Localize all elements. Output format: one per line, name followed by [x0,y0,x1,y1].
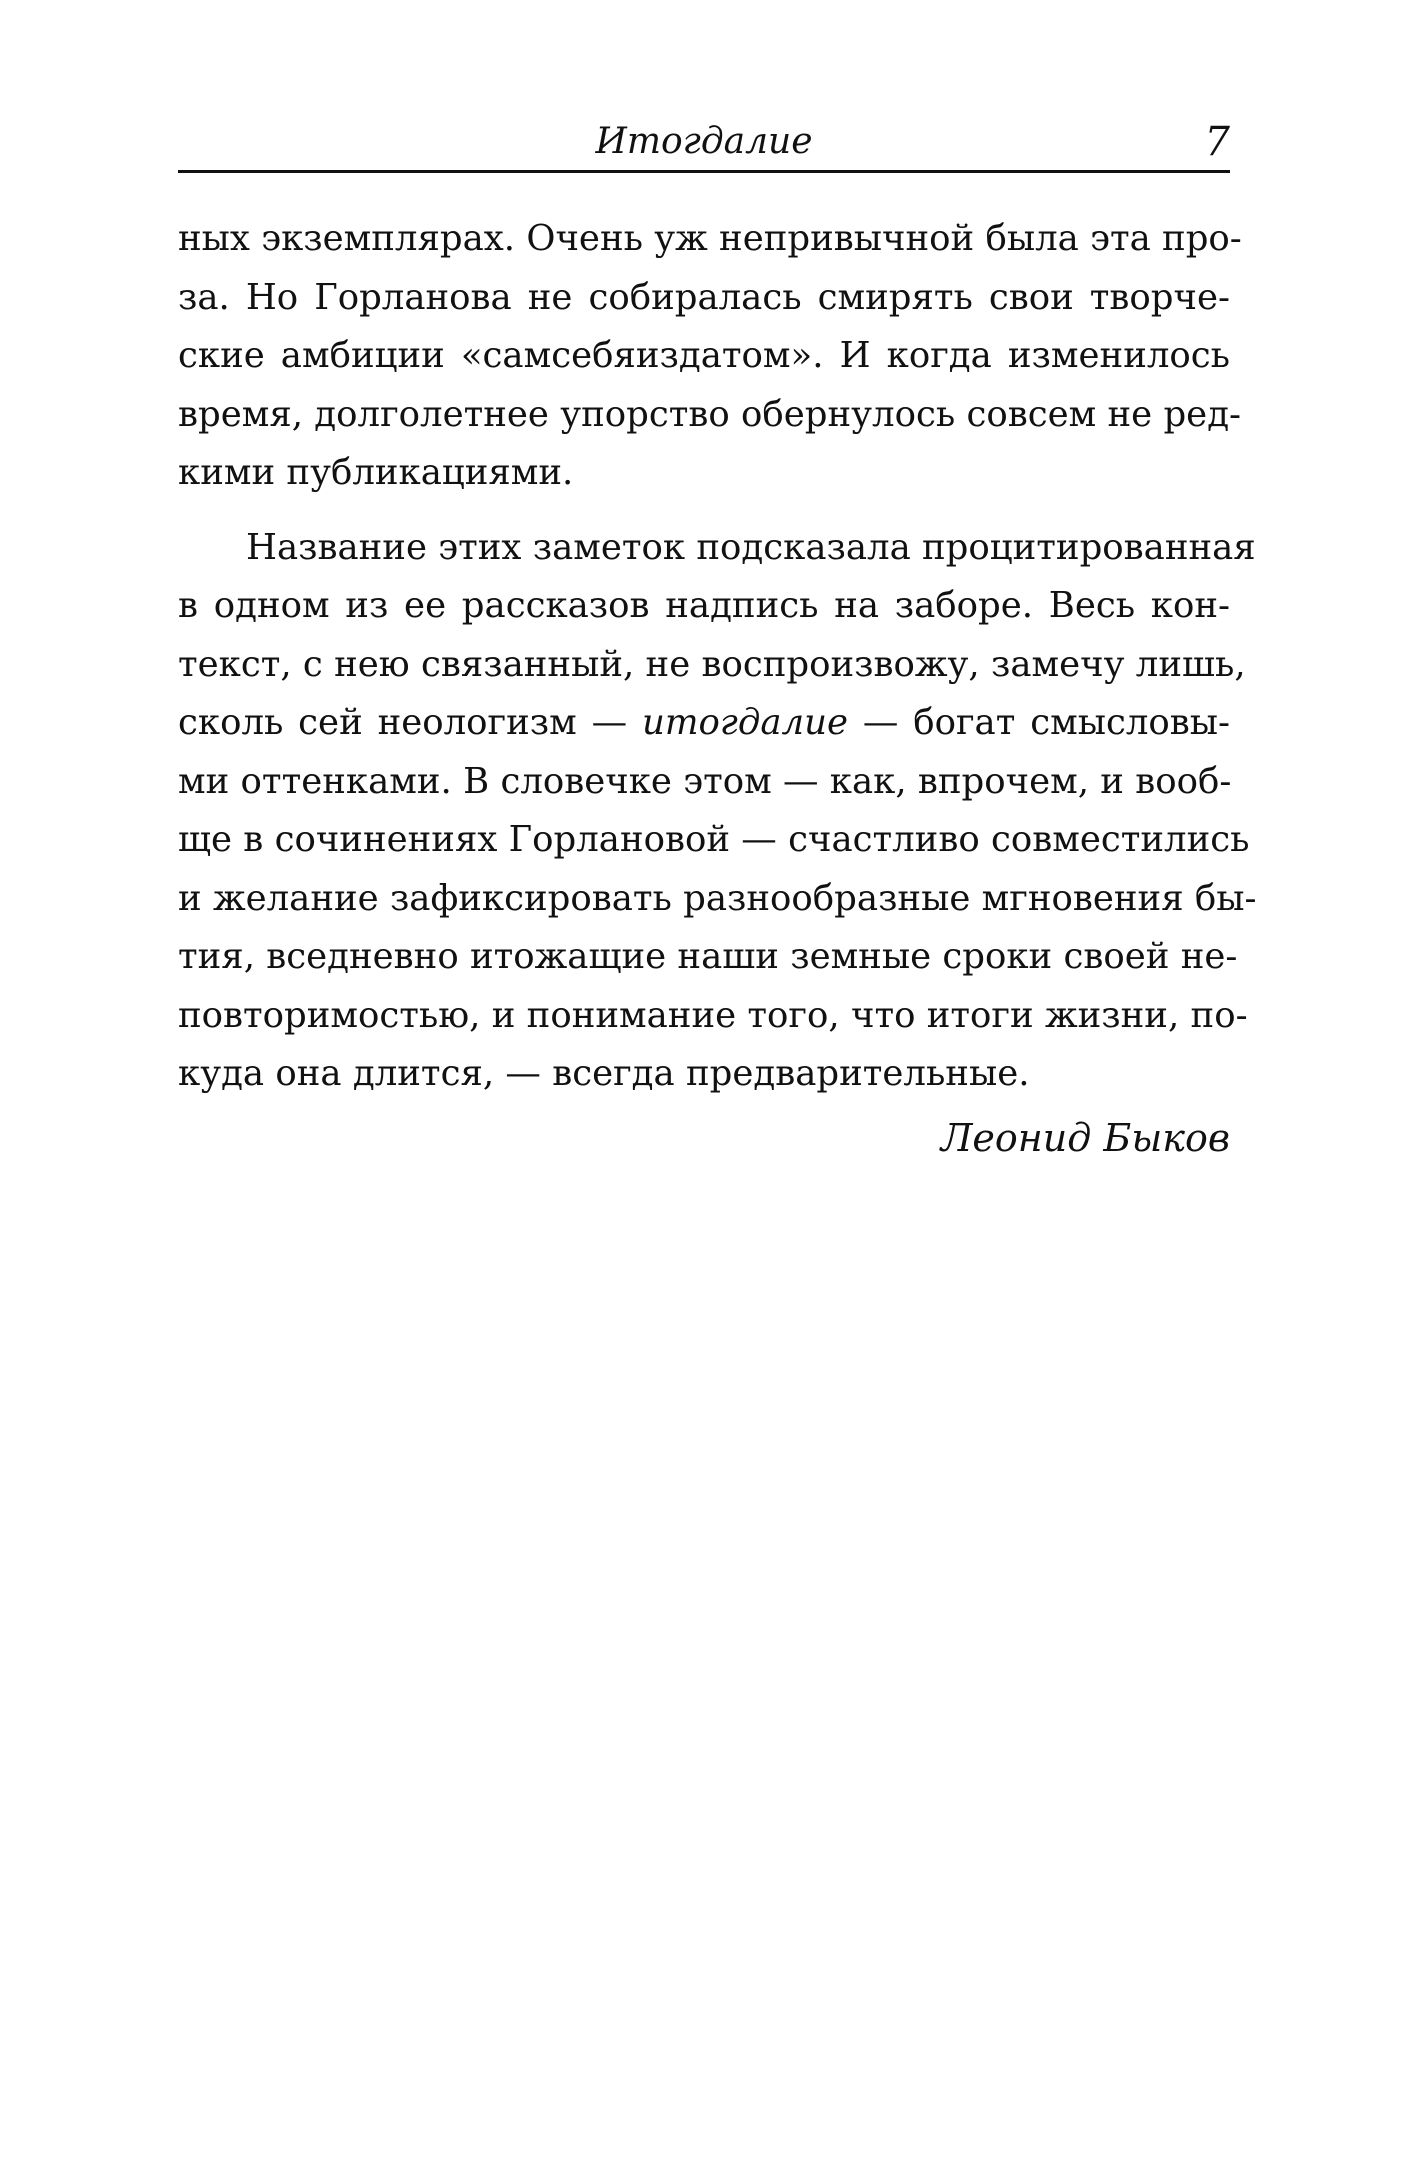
text-line: время, долголетнее упорство обернулось совсем не ред- [178,393,1242,435]
text-segment: сколь сей неологизм — [178,702,642,743]
text-line: ных экземплярах. Очень уж непривычной была эта про- [178,218,1242,259]
text-line: в одном из ее рассказов надпись на заборе. Весь кон- [178,585,1230,626]
author-signature: Леонид Быков [940,1115,1230,1160]
text-line: текст, с нею связанный, не воспроизвожу, замечу лишь, [178,643,1246,685]
text-line: Название этих заметок подсказала процитированная [246,526,1256,568]
text-line: и желание зафиксировать разнообразные мгновения бы- [178,877,1257,919]
paragraph-2 [178,519,1257,1104]
running-title: Итогдалие [595,121,813,162]
italic-term: итогдалие [642,702,848,743]
body-text [178,210,1257,1166]
text-segment: — богат смысловы- [847,702,1230,743]
text-line: ские амбиции «самсебяиздатом». И когда изменилось [178,335,1230,376]
paragraph-gap [178,503,1230,519]
text-line: ще в сочинениях Горлановой — счастливо совместились [178,819,1250,860]
page-number: 7 [1204,119,1230,165]
text-line: повторимостью, и понимание того, что итоги жизни, по- [178,994,1248,1036]
paragraph-1 [178,210,1242,503]
text-line [178,694,1230,753]
text-line: за. Но Горланова не собиралась смирять свои творче- [178,276,1230,318]
text-line: кими публикациями. [178,452,574,493]
text-line: ми оттенками. В словечке этом — как, впрочем, и вооб- [178,760,1232,802]
text-line: куда она длится, — всегда предварительные. [178,1053,1030,1094]
running-head [178,108,1230,173]
text-line: тия, вседневно итожащие наши земные сроки своей не- [178,936,1238,977]
